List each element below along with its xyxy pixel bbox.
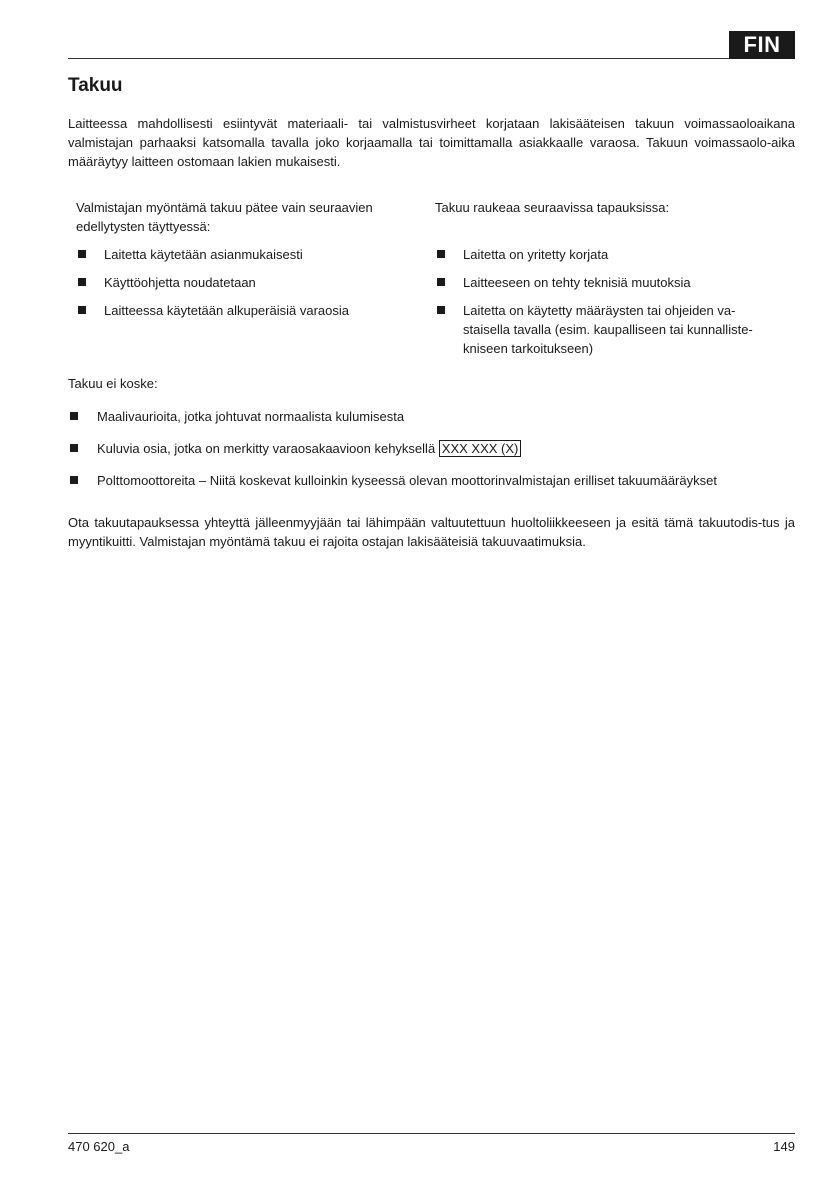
- list-item: [435, 273, 780, 292]
- page-title: Takuu: [68, 75, 123, 96]
- language-badge: FIN: [729, 31, 795, 59]
- list-item-text: Polttomoottoreita – Niitä koskevat kulloinkin kyseessä olevan moottorinvalmistajan erilliset takuumääräykset: [97, 473, 717, 488]
- list-item: [68, 439, 798, 458]
- square-bullet-icon: [78, 306, 86, 314]
- square-bullet-icon: [70, 412, 78, 420]
- list-item: [435, 245, 780, 264]
- list-item: [76, 273, 406, 292]
- header-rule: [68, 58, 795, 59]
- list-item-text: Laitteessa käytetään alkuperäisiä varaosia: [104, 303, 349, 318]
- list-item: [76, 245, 406, 264]
- footer-rule: [68, 1133, 795, 1134]
- void-column: [435, 198, 780, 367]
- void-heading: Takuu raukeaa seuraavissa tapauksissa:: [435, 200, 670, 215]
- list-item-text: Laitetta on käytetty määräysten tai ohjeiden va-staisella tavalla (esim. kaupalliseen tai kunnalliste-kniseen tarkoitukseen): [463, 303, 753, 356]
- page-number: 149: [773, 1139, 795, 1154]
- square-bullet-icon: [437, 250, 445, 258]
- intro-paragraph: Laitteessa mahdollisesti esiintyvät materiaali- tai valmistusvirheet korjataan lakisääteisen takuun voimassaoloaikana valmistajan parhaaksi katsomalla tavalla joko korjaamalla tai toimittamalla asiakkaalle varaosa. Takuun voimassaolo-aika määräytyy laitteen ostomaan lakien mukaisesti.: [68, 116, 795, 169]
- list-item-text: Maalivaurioita, jotka johtuvat normaalista kulumisesta: [97, 409, 405, 424]
- list-item-text: Laitetta käytetään asianmukaisesti: [104, 247, 303, 262]
- list-item: [76, 301, 406, 320]
- conditions-heading: Valmistajan myöntämä takuu pätee vain seuraavien edellytysten täyttyessä:: [76, 200, 373, 234]
- void-list: [435, 245, 780, 358]
- square-bullet-icon: [78, 250, 86, 258]
- list-item-text: Käyttöohjetta noudatetaan: [104, 275, 256, 290]
- list-item-text: Kuluvia osia, jotka on merkitty varaosakaavioon kehyksellä: [97, 441, 439, 456]
- list-item: [68, 407, 798, 426]
- square-bullet-icon: [78, 278, 86, 286]
- conditions-column: [76, 198, 406, 329]
- square-bullet-icon: [70, 444, 78, 452]
- conditions-list: [76, 245, 406, 320]
- not-covered-list: [68, 407, 798, 503]
- list-item: [435, 301, 780, 358]
- not-covered-heading: Takuu ei koske:: [68, 376, 158, 391]
- list-item-text: Laitetta on yritetty korjata: [463, 247, 609, 262]
- list-item: [68, 471, 798, 490]
- square-bullet-icon: [70, 476, 78, 484]
- list-item-text: Laitteeseen on tehty teknisiä muutoksia: [463, 275, 691, 290]
- closing-paragraph: Ota takuutapauksessa yhteyttä jälleenmyyjään tai lähimpään valtuutettuun huoltoliikkeeseen ja esitä tämä takuutodis-tus ja myyntikuitti. Valmistajan myöntämä takuu ei rajoita ostajan lakisääteisiä takuuvaatimuksia.: [68, 515, 795, 549]
- document-code: 470 620_a: [68, 1139, 130, 1154]
- square-bullet-icon: [437, 306, 445, 314]
- square-bullet-icon: [437, 278, 445, 286]
- part-reference-box: XXX XXX (X): [439, 440, 522, 457]
